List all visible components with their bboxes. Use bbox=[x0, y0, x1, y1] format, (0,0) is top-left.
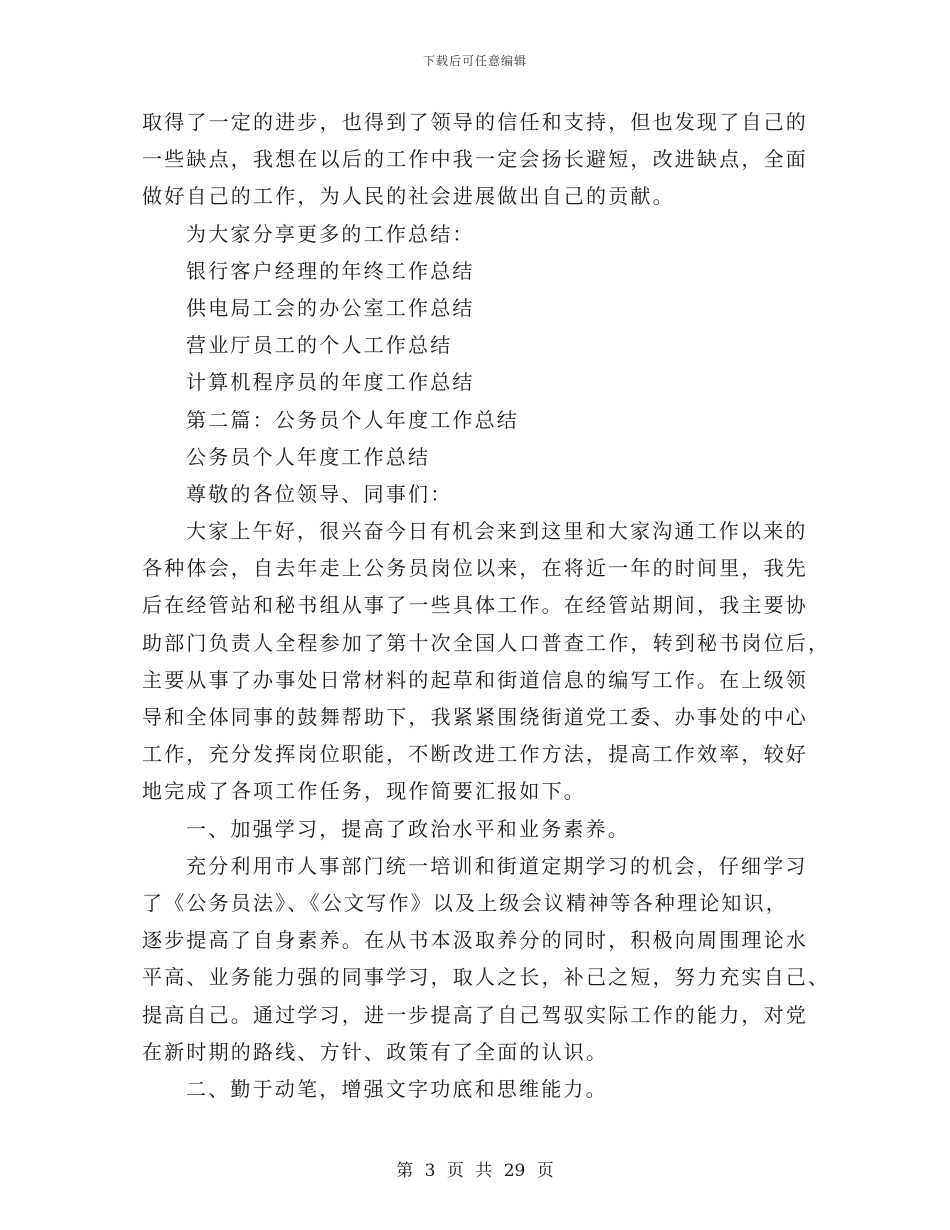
text-line: 提高自己。通过学习，进一步提高了自己驾驭实际工作的能力，对党 bbox=[142, 1002, 808, 1027]
text-line: 了《公务员法》、《公文写作》以及上级会议精神等各种理论知识， bbox=[142, 890, 788, 915]
text-line: 逐步提高了自身素养。在从书本汲取养分的同时，积极向周围理论水 bbox=[142, 928, 808, 953]
text-line: 地完成了各项工作任务，现作简要汇报如下。 bbox=[142, 779, 586, 804]
page-header: 下载后可任意编辑 bbox=[422, 54, 527, 68]
document-body bbox=[142, 104, 831, 1108]
text-line: 主要从事了办事处日常材料的起草和街道信息的编写工作。在上级领 bbox=[142, 667, 808, 692]
text-line: 平高、业务能力强的同事学习，取人之长，补己之短，努力充实自己、 bbox=[142, 965, 831, 990]
text-line: 取得了一定的进步，也得到了领导的信任和支持，但也发现了自己的 bbox=[142, 110, 808, 134]
text-line: 营业厅员工的个人工作总结 bbox=[186, 333, 453, 358]
text-line: 一些缺点，我想在以后的工作中我一定会扬长避短，改进缺点，全面 bbox=[142, 147, 808, 172]
text-line: 供电局工会的办公室工作总结 bbox=[186, 295, 475, 320]
text-line: 做好自己的工作，为人民的社会进展做出自己的贡献。 bbox=[142, 184, 675, 209]
text-line: 第二篇：公务员个人年度工作总结 bbox=[186, 407, 519, 432]
text-line: 尊敬的各位领导、同事们： bbox=[186, 481, 453, 506]
text-line: 一、加强学习，提高了政治水平和业务素养。 bbox=[186, 816, 630, 841]
text-line: 助部门负责人全程参加了第十次全国人口普查工作，转到秘书岗位后， bbox=[142, 630, 831, 655]
text-line: 充分利用市人事部门统一培训和街道定期学习的机会，仔细学习 bbox=[186, 853, 808, 878]
text-line: 大家上午好，很兴奋今日有机会来到这里和大家沟通工作以来的 bbox=[186, 519, 808, 544]
text-line: 各种体会，自去年走上公务员岗位以来，在将近一年的时间里，我先 bbox=[142, 556, 808, 581]
text-line: 公务员个人年度工作总结 bbox=[186, 444, 431, 469]
page-number: 第 3 页 共 29 页 bbox=[396, 1161, 554, 1181]
text-line: 为大家分享更多的工作总结： bbox=[186, 221, 475, 246]
text-line: 在新时期的路线、方针、政策有了全面的认识。 bbox=[142, 1039, 609, 1064]
text-line: 导和全体同事的鼓舞帮助下，我紧紧围绕街道党工委、办事处的中心 bbox=[142, 705, 808, 729]
text-line: 银行客户经理的年终工作总结 bbox=[186, 258, 475, 283]
text-line: 二、勤于动笔，增强文字功底和思维能力。 bbox=[186, 1076, 608, 1101]
text-line: 计算机程序员的年度工作总结 bbox=[186, 370, 475, 395]
text-line: 工作，充分发挥岗位职能，不断改进工作方法，提高工作效率，较好 bbox=[142, 742, 808, 767]
text-line: 后在经管站和秘书组从事了一些具体工作。在经管站期间，我主要协 bbox=[142, 593, 808, 618]
